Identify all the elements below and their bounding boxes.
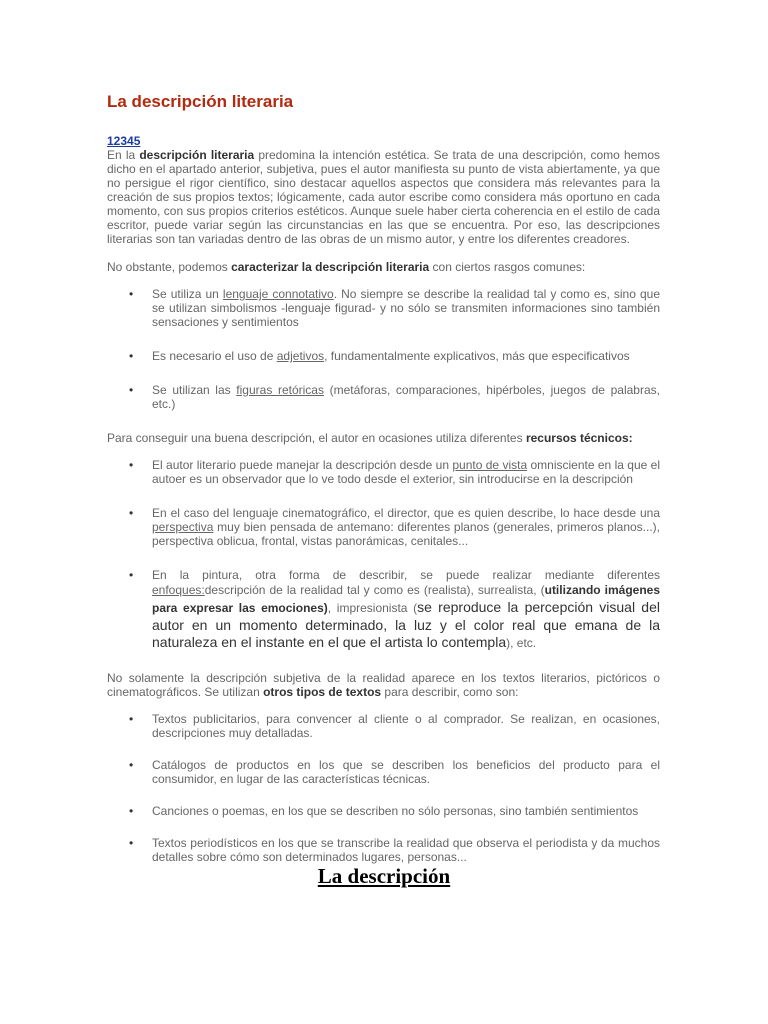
features-lead-paragraph bbox=[107, 260, 660, 274]
item-text: ), etc. bbox=[506, 636, 537, 650]
item-underlined: punto de vista bbox=[452, 458, 528, 472]
text-types-lead-bold: otros tipos de textos bbox=[263, 685, 382, 699]
item-text: omnisciente en la que el autoer es un observador que lo ve todo desde el exterior, sin introducirse en la descripción bbox=[152, 458, 660, 486]
document-body bbox=[107, 92, 660, 882]
item-underlined: figuras retóricas bbox=[236, 383, 324, 397]
features-lead-text-2: con ciertos rasgos comunes: bbox=[429, 260, 586, 274]
features-lead-bold: caracterizar la descripción literaria bbox=[231, 260, 430, 274]
text-types-list bbox=[107, 712, 660, 864]
list-item: • Canciones o poemas, en los que se describen no sólo personas, sino también sentimientos bbox=[107, 804, 660, 818]
item-text: descripción de la realidad tal y como es (realista), surrealista, ( bbox=[204, 583, 545, 597]
intro-bold: descripción literaria bbox=[139, 148, 255, 162]
item-large-text: se reproduce la percepción visual del autor en un momento determinado, la luz y el color real que emana de la naturaleza en el instante en el que el artista lo contempla bbox=[152, 599, 660, 650]
text-types-lead-text-2: para describir, como son: bbox=[381, 685, 519, 699]
item-text: En la pintura, otra forma de describir, se puede realizar mediante diferentes bbox=[152, 568, 660, 582]
features-lead-text-1: No obstante, podemos bbox=[107, 260, 232, 274]
resources-list bbox=[107, 458, 660, 651]
item-text: Se utiliza un bbox=[152, 287, 223, 301]
item-text: Se utilizan las bbox=[152, 383, 237, 397]
list-item: • Textos publicitarios, para convencer al cliente o al comprador. Se realizan, en ocasiones, descripciones muy detalladas. bbox=[107, 712, 660, 740]
item-underlined: perspectiva bbox=[152, 520, 214, 534]
item-text: muy bien pensada de antemano: diferentes planos (generales, primeros planos...), perspectiva oblicua, frontal, vistas panorámicas, cenitales... bbox=[152, 520, 660, 548]
list-item bbox=[107, 568, 660, 651]
item-underlined: enfoques: bbox=[152, 583, 205, 597]
list-item bbox=[107, 506, 660, 548]
item-text: El autor literario puede manejar la descripción desde un bbox=[152, 458, 453, 472]
section-heading: La descripción bbox=[317, 864, 451, 888]
item-text: , fundamentalmente explicativos, más que especificativos bbox=[324, 349, 630, 363]
item-bold: utilizando imágenes para expresar las emociones) bbox=[152, 583, 661, 615]
item-underlined: adjetivos bbox=[276, 349, 325, 363]
intro-text-1: En la bbox=[107, 148, 140, 162]
item-text: . No siempre se describe la realidad tal y como es, sino que se utilizan simbolismos -lenguaje figurad- y no sólo se transmiten informaciones sino también sensaciones y sentimientos bbox=[152, 287, 660, 329]
resources-lead-text: Para conseguir una buena descripción, el autor en ocasiones utiliza diferentes bbox=[107, 431, 526, 445]
list-item bbox=[107, 383, 660, 411]
item-underlined: lenguaje connotativo bbox=[222, 287, 334, 301]
item-text: Es necesario el uso de bbox=[152, 349, 277, 363]
ref-link[interactable]: 12345 bbox=[107, 134, 141, 148]
text-types-lead-text-1: No solamente la descripción subjetiva de la realidad aparece en los textos literarios, pictóricos o cinematográficos. Se utilizan bbox=[107, 671, 660, 699]
intro-paragraph bbox=[107, 148, 660, 246]
text-types-lead-paragraph bbox=[107, 671, 660, 699]
page-title: La descripción literaria bbox=[107, 92, 294, 111]
intro-text-2: predomina la intención estética. Se trata de una descripción, como hemos dicho en el apartado anterior, subjetiva, pues el autor manifiesta su punto de vista abiertamente, ya que no persigue el rigor científico, sino destacar aquellos aspectos que considera más relevantes para la creación de sus propios textos; lógicamente, cada autor escribe como considera más oportuno en cada momento, con sus propios criterios estéticos. Aunque suele haber cierta coherencia en el estilo de cada escritor, puede variar según las circunstancias en las que se encuentra. Por eso, las descripciones literarias son tan variadas dentro de las obras de un mismo autor, y entre los diferentes creadores. bbox=[107, 148, 660, 246]
features-list bbox=[107, 287, 660, 411]
list-item bbox=[107, 349, 660, 363]
item-text: En el caso del lenguaje cinematográfico, el director, que es quien describe, lo hace desde una bbox=[152, 506, 660, 520]
list-item: • Textos periodísticos en los que se transcribe la realidad que observa el periodista y da muchos detalles sobre cómo son determinados lugares, personas... bbox=[107, 836, 660, 864]
list-item bbox=[107, 287, 660, 329]
resources-lead-paragraph bbox=[107, 431, 660, 445]
item-text: (metáforas, comparaciones, hipérboles, juegos de palabras, etc.) bbox=[152, 383, 660, 411]
list-item: • Catálogos de productos en los que se describen los beneficios del producto para el consumidor, en lugar de las características técnicas. bbox=[107, 758, 660, 786]
resources-lead-bold: recursos técnicos: bbox=[525, 431, 633, 445]
list-item bbox=[107, 458, 660, 486]
item-text: , impresionista ( bbox=[327, 601, 418, 615]
